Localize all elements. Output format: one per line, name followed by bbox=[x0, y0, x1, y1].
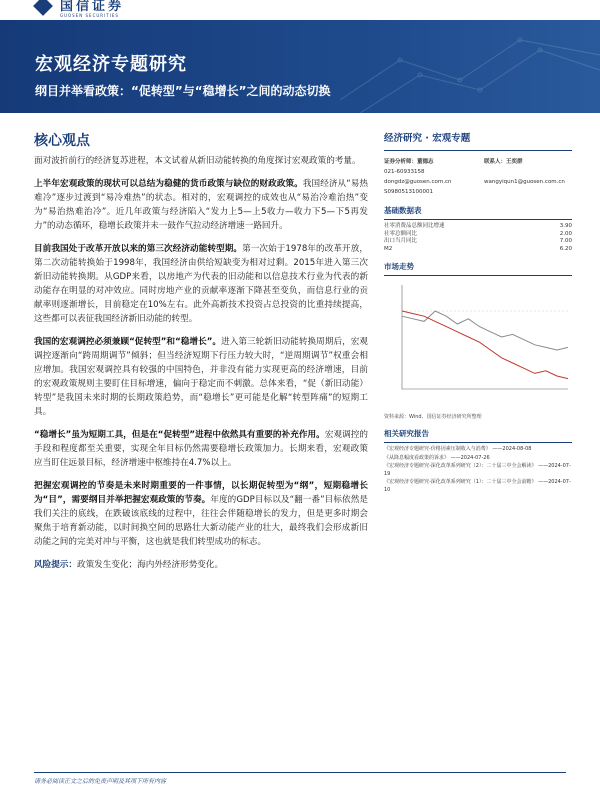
basic-data-value: 7.00 bbox=[559, 238, 572, 244]
chart-series-line-2 bbox=[402, 311, 568, 379]
basic-data-title: 基础数据表 bbox=[384, 205, 572, 220]
logo-subtitle: GUOSEN SECURITIES bbox=[60, 13, 119, 18]
risk-warning bbox=[34, 558, 368, 572]
market-chart-svg bbox=[384, 279, 572, 407]
report-subtitle: 纲目并举看政策：“促转型”与“稳增长”之间的动态切换 bbox=[35, 84, 331, 98]
summary-intro: 面对波折前行的经济复苏进程，本文试着从新旧动能转换的角度探讨宏观政策的考量。 bbox=[34, 156, 361, 166]
logo-strip bbox=[0, 0, 600, 20]
related-report-item[interactable]: 《宏观经济专题研究-深化改革系列研究（1）：二十届三中全会前瞻》 ——2024-07-10 bbox=[384, 479, 571, 493]
risk-label: 风险提示： bbox=[34, 560, 77, 570]
company-logo bbox=[36, 0, 124, 14]
basic-data-row bbox=[384, 231, 572, 239]
header-banner bbox=[0, 20, 600, 113]
basic-data-label: 出口当月同比 bbox=[384, 238, 418, 244]
analyst1-email[interactable]: dongdz@guosen.com.cn bbox=[384, 179, 452, 185]
analyst-cert-row bbox=[384, 187, 572, 197]
analyst1-label: 证券分析师： bbox=[384, 159, 418, 165]
analyst2-name: 王奕群 bbox=[506, 159, 523, 165]
analyst-phone-row bbox=[384, 167, 572, 177]
basic-data-label: M2 bbox=[384, 245, 393, 252]
p3-bold: 我国的宏观调控必须兼顾“促转型”和“稳增长”。 bbox=[34, 337, 222, 347]
basic-data-row bbox=[384, 238, 572, 246]
basic-data-row bbox=[384, 246, 572, 254]
risk-text: 政策发生变化；海内外经济形势变化。 bbox=[76, 560, 224, 570]
analyst1-name: 董德志 bbox=[417, 159, 434, 165]
summary-paragraph-2 bbox=[34, 242, 368, 326]
analyst2-email[interactable]: wangyiqun1@guosen.com.cn bbox=[484, 179, 565, 185]
chart-source: 资料来源：Wind、国信证券经济研究所整理 bbox=[384, 414, 482, 420]
basic-data-label: 社零总额同比 bbox=[384, 230, 418, 237]
logo-name: 国信证券 bbox=[60, 0, 125, 14]
related-report-item[interactable]: 《从降息幅度看政策的诉求》 ——2024-07-26 bbox=[384, 454, 490, 461]
related-report-item[interactable]: 《宏观经济专题研究-深化改革系列研究（2）：二十届三中全会解读》 ——2024-07-19 bbox=[384, 463, 571, 477]
chart-title: 市场走势 bbox=[384, 261, 572, 276]
analyst1-phone: 021-60933158 bbox=[384, 169, 425, 175]
basic-data-row bbox=[384, 223, 572, 231]
analyst1-cert: S0980513100001 bbox=[384, 189, 433, 195]
p3-text: 进入第三轮新旧动能转换周期后，宏观调控逐渐向“跨周期调节”倾斜；但当经济短期下行压力较大时，“逆周期调节”权重会相应增加。我国宏观调控具有较强的中国特色，并非没有能力实现更高的经济增速，目前的宏观政策规则主要盯住目标增速，偏向于稳定而不刺激。总体来看，“促（新旧动能）转型”是我国未来时期的长期政策趋势，而“稳增长”更可能是化解“转型阵痛”的短期工具。 bbox=[34, 337, 368, 417]
p4-text: 宏观调控的手段和程度都至关重要，实现全年目标仍然需要稳增长政策加力。长期来看，宏观政策应当盯住远景目标，经济增速中枢维持在4.7%以上。 bbox=[34, 430, 368, 468]
chart-axis bbox=[402, 285, 568, 389]
sidebar-title: 经济研究 · 宏观专题 bbox=[384, 130, 572, 151]
summary-paragraph-1 bbox=[34, 177, 368, 233]
p2-bold: 目前我国处于改革开放以来的第三次经济动能转型期。 bbox=[34, 244, 243, 254]
banner-pattern bbox=[340, 20, 600, 113]
basic-data-table bbox=[384, 223, 572, 253]
summary-title: 核心观点 bbox=[34, 133, 90, 149]
main-content bbox=[34, 130, 368, 572]
logo-mark-icon bbox=[33, 0, 53, 16]
chart-series-line-1 bbox=[402, 311, 568, 350]
related-reports-title: 相关研究报告 bbox=[384, 428, 572, 443]
p4-bold: “稳增长”虽为短期工具，但是在“促转型”进程中依然具有重要的补充作用。 bbox=[34, 430, 325, 440]
report-type-title: 宏观经济专题研究 bbox=[35, 54, 187, 75]
analyst2-label: 联系人： bbox=[484, 159, 507, 165]
p5-text: 年度的GDP目标以及“翻一番”目标依然是我们关注的底线，在跌破该底线的过程中，往往会伴随稳增长的发力，但是更多时期会聚焦于培育新动能，以时间换空间的思路壮大新动能产业的壮大，最终我们会形成新旧动能之间的完美对冲与平衡，这也就是我们转型成功的标志。 bbox=[34, 495, 368, 547]
analyst-name-row bbox=[384, 157, 572, 167]
analyst-email-row bbox=[384, 177, 572, 187]
p2-text: 第一次始于1978年的改革开放，第二次动能转换始于1998年，我国经济由供给短缺变为相对过剩。2015年进入第三次新旧动能转换期。从GDP来看，以房地产为代表的旧动能和以信息技术行业为代表的新动能存在明显的对冲效应。同时房地产业的贡献率逐渐下降甚至变负，而信息行业的贡献率则逐渐增长，目前稳定在10%左右。此外高新技术投资占总投资的比重持续提高，这些都可以表征我国经济新旧动能的转型。 bbox=[34, 244, 368, 324]
basic-data-value: 2.00 bbox=[559, 230, 572, 237]
p5-bold: 把握宏观调控的节奏是未来时期重要的一件事情，以长期促转型为“纲”，短期稳增长为“目”，需要纲目并举把握宏观政策的节奏。 bbox=[34, 481, 368, 505]
summary-paragraph-3 bbox=[34, 335, 368, 419]
sidebar bbox=[384, 130, 572, 495]
basic-data-value: 3.90 bbox=[559, 223, 572, 229]
summary-paragraph-4 bbox=[34, 428, 368, 470]
footer-disclaimer: 请务必阅读正文之后的免责声明及其项下所有内容 bbox=[34, 772, 566, 785]
summary-paragraph-5 bbox=[34, 479, 368, 549]
p1-bold: 上半年宏观政策的现状可以总结为稳健的货币政策与缺位的财政政策。 bbox=[34, 179, 303, 189]
related-report-item[interactable]: 《宏观经济专题研究-价格因素压制收入与消费》 ——2024-08-08 bbox=[384, 446, 532, 452]
p1-text: 我国经济从“易热难冷”逐步过渡到“易冷难热”的状态。相对的，宏观调控的成效也从“易治冷难治热”变为“易治热难治冷”。近几年政策与经济陷入“发力上5—上5收力—收力下5—下5再发力”的动态循环，稳增长政策并未一鼓作气拉动经济增速一路回升。 bbox=[34, 179, 368, 231]
basic-data-label: 社零消费品总额同比增速 bbox=[384, 223, 445, 229]
basic-data-value: 6.20 bbox=[559, 245, 572, 252]
related-reports-list bbox=[384, 446, 572, 494]
market-chart bbox=[384, 279, 572, 411]
